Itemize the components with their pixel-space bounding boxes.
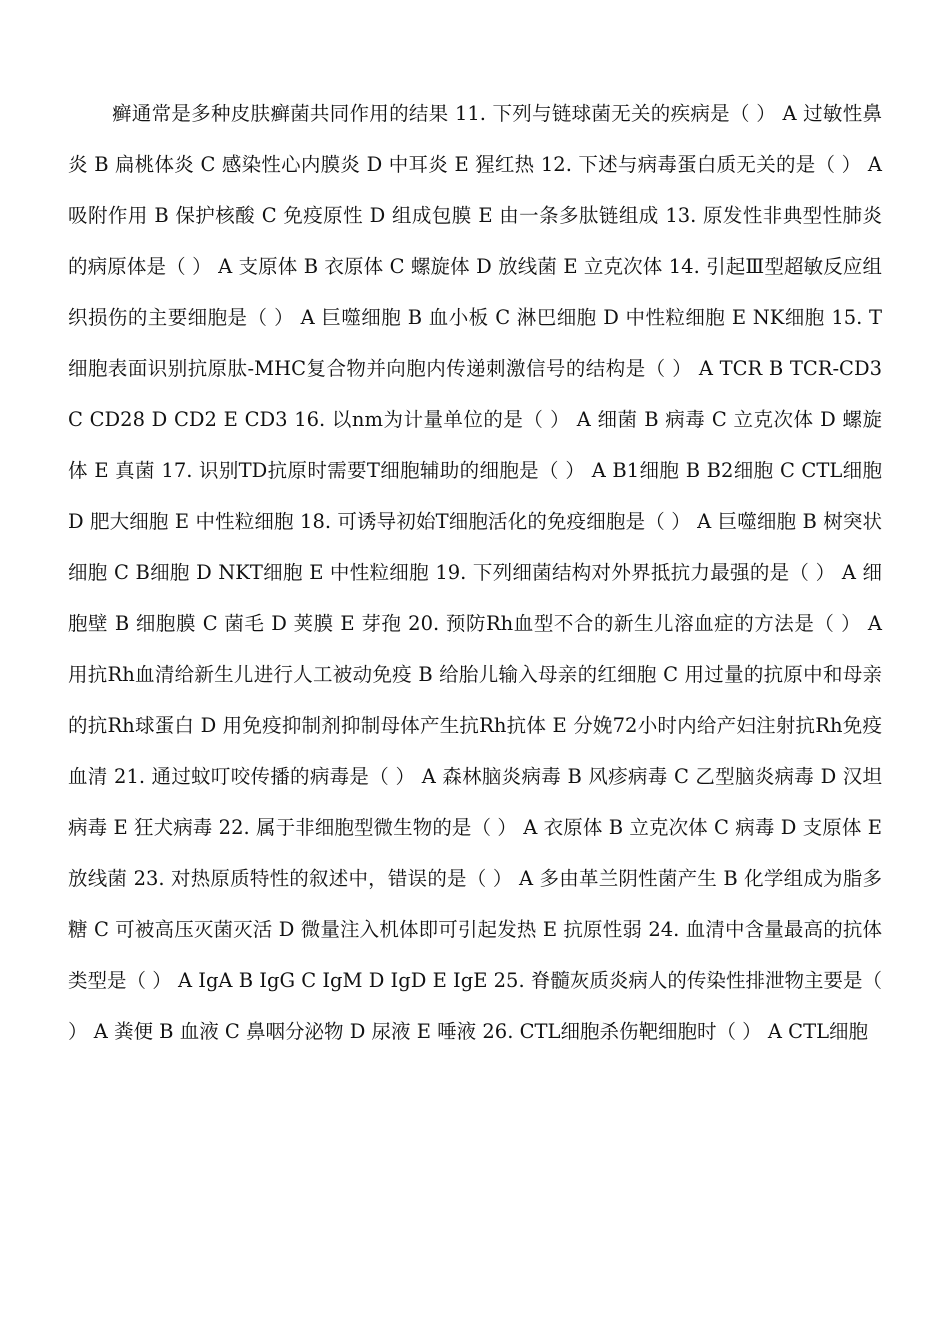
document-page	[68, 88, 882, 1057]
body-paragraph: 癣通常是多种皮肤癣菌共同作用的结果 11. 下列与链球菌无关的疾病是（ ） A 过敏性鼻炎 B 扁桃体炎 C 感染性心内膜炎 D 中耳炎 E 猩红热 12. 下述与病毒蛋白质无关的是（ ） A 吸附作用 B 保护核酸 C 免疫原性 D 组成包膜 E 由一条多肽链组成 13. 原发性非典型性肺炎的病原体是（ ） A 支原体 B 衣原体 C 螺旋体 D 放线菌 E 立克次体 14. 引起Ⅲ型超敏反应组织损伤的主要细胞是（ ） A 巨噬细胞 B 血小板 C 淋巴细胞 D 中性粒细胞 E NK细胞 15. T细胞表面识别抗原肽-MHC复合物并向胞内传递刺激信号的结构是（ ） A TCR B TCR-CD3 C CD28 D CD2 E CD3 16. 以nm为计量单位的是（ ） A 细菌 B 病毒 C 立克次体 D 螺旋体 E 真菌 17. 识别TD抗原时需要T细胞辅助的细胞是（ ） A B1细胞 B B2细胞 C CTL细胞 D 肥大细胞 E 中性粒细胞 18. 可诱导初始T细胞活化的免疫细胞是（ ） A 巨噬细胞 B 树突状细胞 C B细胞 D NKT细胞 E 中性粒细胞 19. 下列细菌结构对外界抵抗力最强的是（ ） A 细胞壁 B 细胞膜 C 菌毛 D 荚膜 E 芽孢 20. 预防Rh血型不合的新生儿溶血症的方法是（ ） A 用抗Rh血清给新生儿进行人工被动免疫 B 给胎儿输入母亲的红细胞 C 用过量的抗原中和母亲的抗Rh球蛋白 D 用免疫抑制剂抑制母体产生抗Rh抗体 E 分娩72小时内给产妇注射抗Rh免疫血清 21. 通过蚊叮咬传播的病毒是（ ） A 森林脑炎病毒 B 风疹病毒 C 乙型脑炎病毒 D 汉坦病毒 E 狂犬病毒 22. 属于非细胞型微生物的是（ ） A 衣原体 B 立克次体 C 病毒 D 支原体 E 放线菌 23. 对热原质特性的叙述中，错误的是（ ） A 多由革兰阴性菌产生 B 化学组成为脂多糖 C 可被高压灭菌灭活 D 微量注入机体即可引起发热 E 抗原性弱 24. 血清中含量最高的抗体类型是（ ） A IgA B IgG C IgM D IgD E IgE 25. 脊髓灰质炎病人的传染性排泄物主要是（ ） A 粪便 B 血液 C 鼻咽分泌物 D 尿液 E 唾液 26. CTL细胞杀伤靶细胞时（ ） A CTL细胞	[68, 102, 882, 1043]
